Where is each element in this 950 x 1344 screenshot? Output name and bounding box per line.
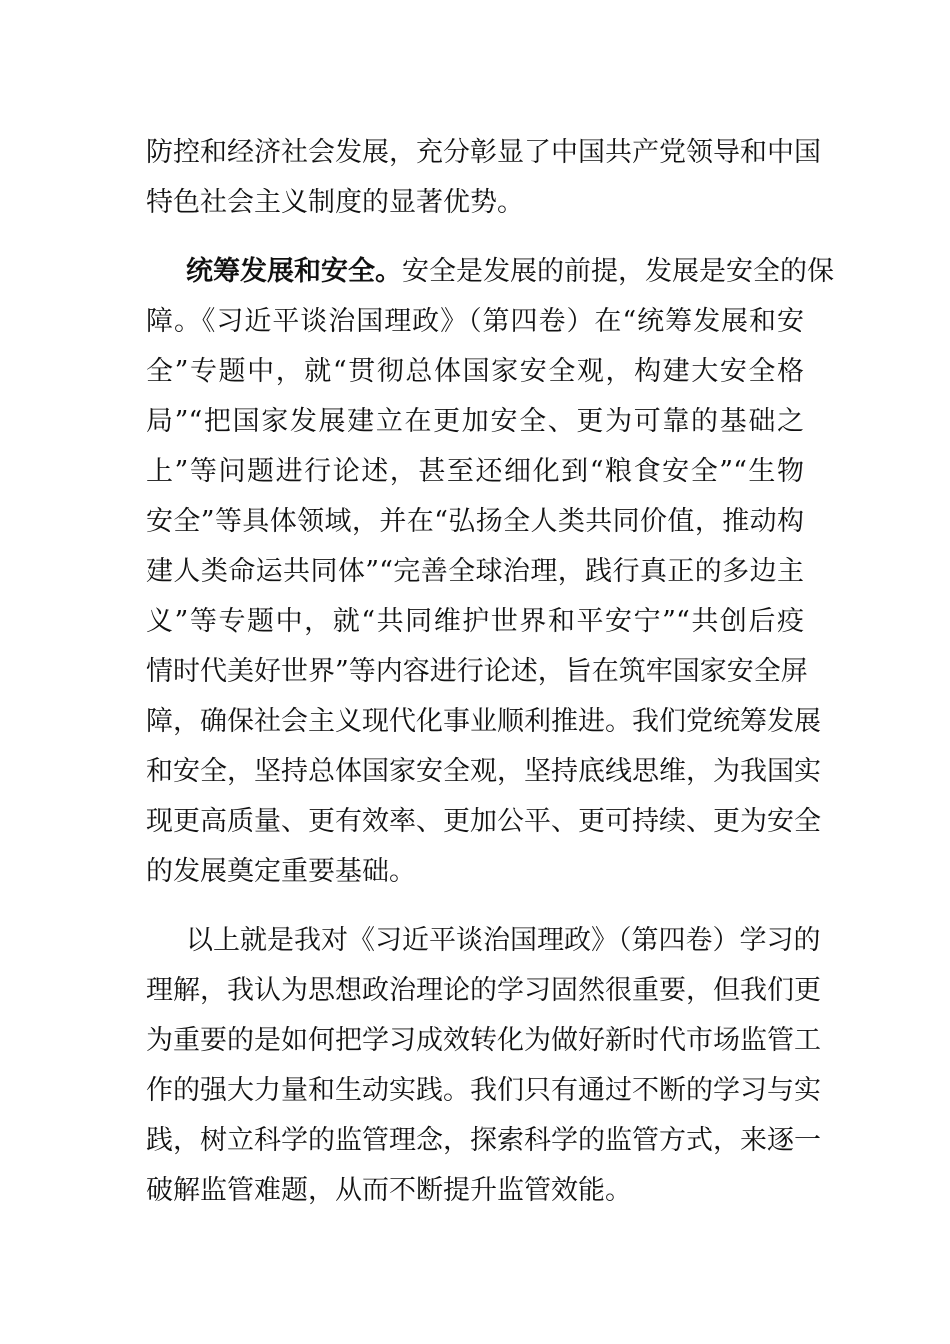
text-line: 现更高质量、更有效率、更加公平、更可持续、更为安全	[146, 806, 821, 837]
paragraph-3	[146, 916, 821, 1216]
text-line: 作的强大力量和生动实践。我们只有通过不断的学习与实	[146, 1075, 821, 1106]
text-line: 建人类命运共同体”“完善全球治理，践行真正的多边主	[146, 556, 804, 587]
text-line: 的发展奠定重要基础。	[146, 856, 416, 887]
text-line: 践，树立科学的监管理念，探索科学的监管方式，来逐一	[146, 1125, 821, 1156]
paragraph-gap	[146, 897, 804, 916]
text-line: 安全”等具体领域，并在“弘扬全人类共同价值，推动构	[146, 506, 804, 537]
document-body	[146, 128, 834, 1216]
text-line: 局”“把国家发展建立在更加安全、更为可靠的基础之	[146, 406, 804, 437]
text-line: 情时代美好世界”等内容进行论述，旨在筑牢国家安全屏	[146, 656, 808, 687]
text-line: 和安全，坚持总体国家安全观，坚持底线思维，为我国实	[146, 756, 821, 787]
text-line: 义”等专题中，就“共同维护世界和平安宁”“共创后疫	[146, 606, 804, 637]
text-line: 防控和经济社会发展，充分彰显了中国共产党领导和中国	[146, 137, 821, 168]
text-line-with-heading	[146, 247, 834, 297]
text-line: 破解监管难题，从而不断提升监管效能。	[146, 1175, 632, 1206]
paragraph-1	[146, 128, 821, 228]
text-line: 特色社会主义制度的显著优势。	[146, 187, 524, 218]
text-line: 以上就是我对《习近平谈治国理政》（第四卷）学习的	[186, 925, 821, 956]
paragraph-gap	[146, 228, 804, 247]
text-line: 为重要的是如何把学习成效转化为做好新时代市场监管工	[146, 1025, 821, 1056]
text-run: 安全是发展的前提，发展是安全的保	[402, 256, 834, 287]
text-line: 障，确保社会主义现代化事业顺利推进。我们党统筹发展	[146, 706, 821, 737]
paragraph-2	[146, 247, 834, 897]
paragraph-heading: 统筹发展和安全。	[186, 256, 402, 287]
text-line: 全”专题中，就“贯彻总体国家安全观，构建大安全格	[146, 356, 804, 387]
text-line: 障。《习近平谈治国理政》（第四卷）在“统筹发展和安	[146, 306, 804, 337]
text-line: 理解，我认为思想政治理论的学习固然很重要，但我们更	[146, 975, 821, 1006]
text-line: 上”等问题进行论述，甚至还细化到“粮食安全”“生物	[146, 456, 804, 487]
